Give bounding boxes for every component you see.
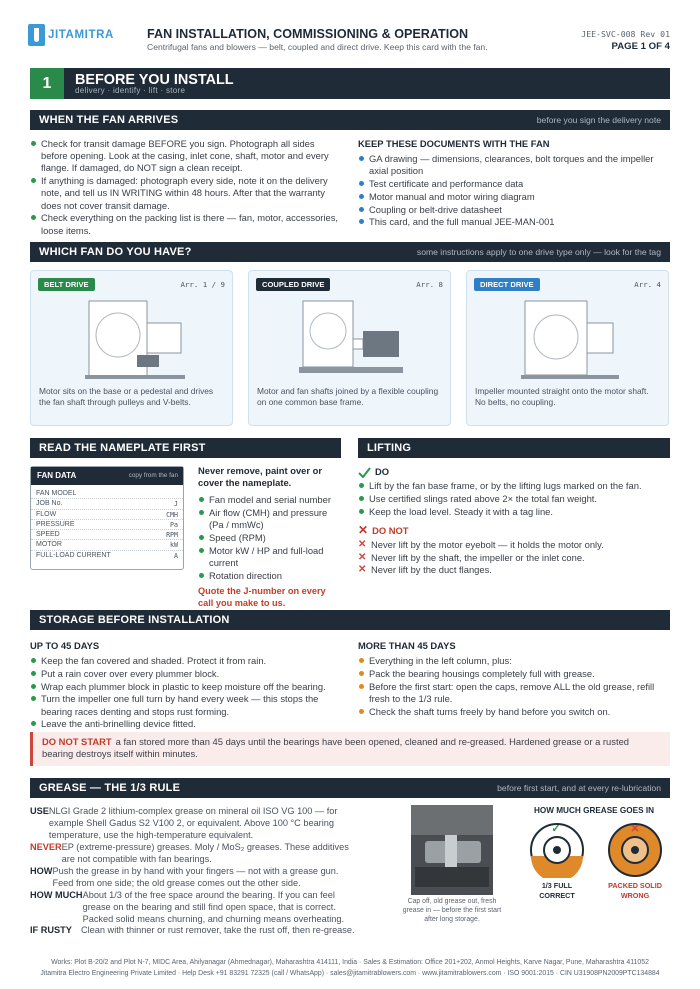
list-item: Speed (RPM): [198, 532, 334, 544]
card-text: Motor and fan shafts joined by a flexible coupling on one common base frame.: [257, 386, 439, 407]
list-item: ✕ Never lift by the motor eyebolt — it holds the motor only.: [358, 539, 670, 551]
list-item: Motor manual and motor wiring diagram: [358, 191, 670, 203]
nameplate-row: JOB No. J: [31, 499, 183, 509]
grease-key: IF RUSTY: [30, 925, 72, 935]
documents-title: KEEP THESE DOCUMENTS WITH THE FAN: [358, 138, 550, 149]
grease-bar: [30, 778, 670, 798]
coupled-drive-fan-icon: [297, 295, 407, 383]
drive-tag: COUPLED DRIVE: [256, 278, 330, 291]
drive-tag: BELT DRIVE: [38, 278, 95, 291]
ok-sub: CORRECT: [539, 890, 575, 900]
arrival-note: before you sign the delivery note: [536, 115, 661, 125]
arrangement-label: Arr. 1 / 9: [180, 280, 225, 289]
document-subtitle: Centrifugal fans and blowers — belt, coupled and direct drive. Keep this card with the fan.: [147, 42, 488, 52]
page-header: [0, 0, 700, 66]
list-item: Motor kW / HP and full-load current: [198, 545, 334, 569]
documents-list: [358, 138, 670, 229]
list-item: Check everything on the packing list is there — fan, motor, accessories, loose items.: [30, 212, 342, 236]
nameplate-bar: [30, 438, 341, 458]
storage-short-title: UP TO 45 DAYS: [30, 640, 100, 651]
grease-value: EP (extreme-pressure) greases. Moly / MoS₂ greases. These additives are not compatible with fan bearings.: [61, 842, 349, 864]
list-item: ✕ Never lift by the shaft, the impeller or the inlet cone.: [358, 552, 670, 564]
warning-label: DO NOT START: [42, 736, 112, 747]
grease-note: before first start, and at every re-lubrication: [497, 783, 661, 793]
bearing-photo: [411, 805, 493, 895]
cross-icon: ✕: [630, 823, 640, 835]
list-item: Put a rain cover over every plummer block.: [30, 668, 346, 680]
storage-short: [30, 640, 346, 731]
grease-value: NLGI Grade 2 lithium-complex grease on mineral oil ISO VG 100 — for example Shell Gadus S2 V100 2, or equivalent. Above 100 °C bearing temperature, use the high-temperature equivalent.: [48, 806, 338, 840]
list-item: GA drawing — dimensions, clearances, bolt torques and the impeller axial position: [358, 153, 670, 177]
correct-label: [517, 881, 597, 900]
fan-data-title: FAN DATA: [37, 471, 77, 480]
list-item: Use certified slings rated above 2× the total fan weight.: [358, 493, 670, 505]
check-icon: [358, 467, 371, 478]
nameplate-row: FAN MODEL: [31, 489, 183, 499]
list-item: Before the first start: open the caps, remove ALL the old grease, refill fresh to the 1/3 rule.: [358, 681, 670, 705]
nameplate-info: [198, 465, 334, 610]
nameplate-row: MOTOR kW: [31, 540, 183, 550]
section-subtitle: delivery · identify · lift · store: [75, 86, 186, 95]
arrangement-label: Arr. 8: [416, 280, 443, 289]
list-item: Pack the bearing housings completely full with grease.: [358, 668, 670, 680]
nameplate-lead: Never remove, paint over or cover the nameplate.: [198, 465, 323, 489]
grease-value: About 1/3 of the free space around the bearing. If you can feel grease on the bearing and still find open space, that is correct. Packed solid means churning, and churning means overheating.: [82, 890, 345, 924]
list-item: Check the shaft turns freely by hand before you switch on.: [358, 706, 670, 718]
list-item: Air flow (CMH) and pressure (Pa / mmWc): [198, 507, 334, 531]
check-icon: ✓: [551, 823, 561, 835]
how-much-title: HOW MUCH GREASE GOES IN: [533, 806, 655, 815]
list-item: ✕ Never lift by the duct flanges.: [358, 564, 670, 576]
which-fan-bar: [30, 242, 670, 262]
list-item: Test certificate and performance data: [358, 178, 670, 190]
list-item: Keep the load level. Steady it with a tag line.: [358, 506, 670, 518]
list-item: Wrap each plummer block in plastic to keep moisture off the bearing.: [30, 681, 346, 693]
list-item: Keep the fan covered and shaded. Protect it from rain.: [30, 655, 346, 667]
dont-heading: [358, 523, 670, 539]
fan-data-card: [30, 466, 184, 570]
arrival-checklist: [30, 138, 342, 237]
page-number: PAGE 1 OF 4: [611, 41, 670, 52]
lifting-bar: [358, 438, 670, 458]
fan-data-hint: copy from the fan: [128, 472, 178, 479]
list-item: Coupling or belt-drive datasheet: [358, 204, 670, 216]
arrival-title: WHEN THE FAN ARRIVES: [39, 114, 179, 126]
storage-long: [358, 640, 670, 718]
direct-drive-fan-icon: [515, 295, 625, 383]
grease-row-how: [30, 866, 360, 890]
logo-text: JITAMITRA: [48, 28, 114, 41]
storage-title: STORAGE BEFORE INSTALLATION: [39, 614, 230, 626]
list-item: Rotation direction: [198, 570, 334, 582]
coupled-drive-card: [248, 270, 451, 426]
page-footer: [0, 958, 700, 979]
arrangement-label: Arr. 4: [634, 280, 661, 289]
fan-data-header: [31, 467, 183, 485]
bad-label: PACKED SOLID: [608, 881, 662, 890]
photo-caption: Cap off, old grease out, fresh grease in — before the first start after long storage.: [402, 898, 502, 923]
document-title: FAN INSTALLATION, COMMISSIONING & OPERATION: [147, 27, 469, 41]
nameplate-row: SPEED RPM: [31, 530, 183, 540]
card-text: Impeller mounted straight onto the motor shaft. No belts, no coupling.: [475, 386, 649, 407]
bad-sub: WRONG: [620, 890, 650, 900]
list-item: This card, and the full manual JEE-MAN-001: [358, 216, 670, 228]
card-text: Motor sits on the base or a pedestal and drives the fan shaft through pulleys and V-belts.: [39, 386, 214, 407]
section-number: 1: [30, 68, 64, 99]
section-title: BEFORE YOU INSTALL: [75, 72, 234, 88]
which-fan-title: WHICH FAN DO YOU HAVE?: [39, 246, 192, 258]
ok-label: 1/3 FULL: [541, 881, 573, 890]
footer-address: Works: Plot B-20/2 and Plot N-7, MIDC Area, Ahilyanagar (Ahmednagar), Maharashtra 414111, India · Sales & Estimation: Office 201+202, Anmol Heights, Karve Nagar, Pune, Maharashtra 411052: [51, 959, 649, 966]
footer-contact: Jitamitra Electro Engineering Private Limited · Help Desk +91 83291 72325 (call / WhatsApp) · sales@jitamitrablowers.com · www.jitamitrablowers.com · ISO 9001:2015 · CIN U31908PN2009PTC134884: [40, 969, 660, 977]
direct-drive-card: [466, 270, 669, 426]
grease-title: GREASE — THE 1/3 RULE: [39, 782, 181, 794]
which-fan-note: some instructions apply to one drive type only — look for the tag: [416, 247, 661, 257]
grease-row-never: [30, 842, 360, 866]
list-item: Turn the impeller one full turn by hand every week — this stops the bearing races denting and stops rust forming.: [30, 693, 346, 717]
grease-row-use: [30, 806, 360, 842]
storage-bar: [30, 610, 670, 630]
belt-drive-fan-icon: [81, 295, 191, 383]
storage-long-title: MORE THAN 45 DAYS: [358, 640, 456, 651]
nameplate-row: FLOW CMH: [31, 510, 183, 520]
grease-value: Clean with thinner or rust remover, take the rust off, then re-grease.: [81, 925, 355, 935]
list-item: Lift by the fan base frame, or by the lifting lugs marked on the fan.: [358, 480, 670, 492]
do-heading: [358, 466, 670, 478]
lifting-rules: [358, 466, 670, 576]
arrival-bar: [30, 110, 670, 130]
grease-key: NEVER: [30, 842, 62, 852]
list-item: Everything in the left column, plus:: [358, 655, 670, 667]
cross-icon: ✕: [358, 522, 369, 537]
list-item: Check for transit damage BEFORE you sign. Photograph all sides before opening. Look at the casing, inlet cone, shaft, motor and every flange. If damaged, do NOT sign a clean receipt.: [30, 138, 342, 175]
document-code: JEE-SVC-008 Rev 01: [581, 29, 670, 39]
grease-key: USE: [30, 806, 49, 816]
nameplate-quote: Quote the J-number on every call you make to us.: [198, 585, 326, 608]
nameplate-title: READ THE NAMEPLATE FIRST: [39, 442, 206, 454]
grease-row-if-rusty: [30, 925, 430, 937]
logo-icon: [28, 24, 45, 46]
grease-key: HOW MUCH: [30, 890, 83, 900]
dont-label: DO NOT: [372, 524, 409, 536]
grease-row-how-much: [30, 890, 360, 926]
grease-value: Push the grease in by hand with your fingers — not with a grease gun. Feed from one side; the old grease comes out the other side.: [52, 866, 339, 888]
drive-tag: DIRECT DRIVE: [474, 278, 540, 291]
list-item: Leave the anti-brinelling device fitted.: [30, 718, 346, 730]
do-label: DO: [375, 466, 390, 477]
list-item: Fan model and serial number: [198, 494, 334, 506]
warning-text: a fan stored more than 45 days until the bearings have been opened, cleaned and re-greased. Hardened grease or a rusted bearing destroys itself within minutes.: [42, 736, 629, 760]
lifting-title: LIFTING: [367, 442, 412, 454]
storage-warning: [30, 732, 670, 766]
list-item: If anything is damaged: photograph every side, note it on the delivery note, and tell us IN WRITING within 48 hours. After that the warranty does not cover transit damage.: [30, 175, 342, 212]
nameplate-row: FULL-LOAD CURRENT A: [36, 551, 178, 560]
wrong-label: [595, 881, 675, 900]
section-1-header: [30, 68, 670, 99]
grease-key: HOW: [30, 866, 53, 876]
nameplate-row: PRESSURE Pa: [31, 520, 183, 530]
company-logo: [28, 24, 114, 46]
belt-drive-card: [30, 270, 233, 426]
